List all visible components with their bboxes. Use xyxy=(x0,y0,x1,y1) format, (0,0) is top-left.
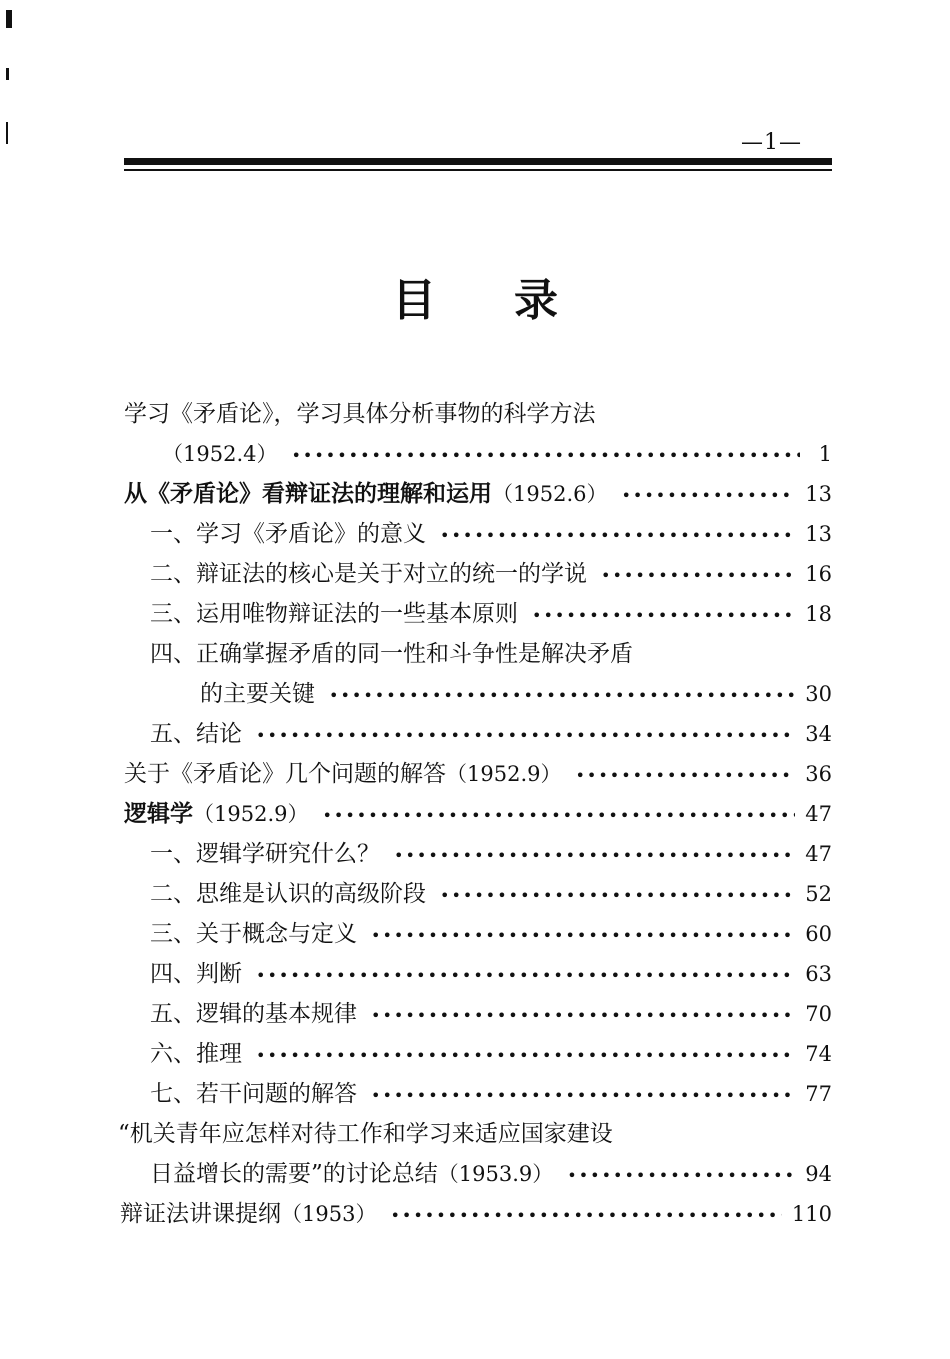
toc-entry-title: 日益增长的需要”的讨论总结 xyxy=(150,1161,438,1187)
toc-entry-page: 1 xyxy=(818,442,832,466)
toc-entry-title: 六、推理 xyxy=(150,1041,242,1067)
toc-entry-page: 60 xyxy=(805,922,832,946)
toc-entry-title: 三、运用唯物辩证法的一些基本原则 xyxy=(150,601,518,627)
toc-subentry[interactable] xyxy=(150,1034,832,1074)
leader-dots xyxy=(440,516,795,556)
toc-entry-title: 关于《矛盾论》几个问题的解答 xyxy=(124,761,446,787)
toc-entry-title: 一、逻辑学研究什么？ xyxy=(150,841,380,867)
toc-subentry[interactable] xyxy=(150,914,832,954)
toc-entry-page: 52 xyxy=(805,882,832,906)
leader-dots xyxy=(371,916,795,956)
toc-entry[interactable] xyxy=(124,474,832,514)
leader-dots xyxy=(256,716,795,756)
toc-entry-date: （1952.6） xyxy=(492,482,608,506)
toc-title: 目录 xyxy=(392,275,636,326)
leader-dots xyxy=(371,996,795,1036)
toc-entry[interactable] xyxy=(150,1154,832,1194)
toc-entry-page: 34 xyxy=(805,722,832,746)
toc-entry-title: 逻辑学 xyxy=(124,801,193,827)
leader-dots xyxy=(322,796,795,836)
leader-dots xyxy=(394,836,795,876)
header-rule-thin xyxy=(124,169,832,171)
toc-entry-page: 47 xyxy=(805,842,832,866)
toc-subentry[interactable] xyxy=(150,514,832,554)
toc-entry[interactable] xyxy=(124,754,832,794)
scan-artifact xyxy=(6,68,9,80)
toc-entry-title: 七、若干问题的解答 xyxy=(150,1081,357,1107)
toc-entry-page: 47 xyxy=(805,802,832,826)
toc-subentry[interactable] xyxy=(150,1074,832,1114)
toc-entry-title: 二、辩证法的核心是关于对立的统一的学说 xyxy=(150,561,587,587)
page-number: —1— xyxy=(741,130,802,155)
leader-dots xyxy=(621,476,795,516)
toc-entry[interactable] xyxy=(120,1194,832,1234)
toc-entry-date: （1953） xyxy=(281,1202,377,1226)
toc-entry-page: 13 xyxy=(805,482,832,506)
leader-dots xyxy=(575,756,795,796)
toc-entry-title: 四、正确掌握矛盾的同一性和斗争性是解决矛盾 xyxy=(150,641,633,667)
toc-entry-page: 63 xyxy=(805,962,832,986)
leader-dots xyxy=(256,1036,795,1076)
toc-entry[interactable] xyxy=(124,794,832,834)
toc-entry-title: 辩证法讲课提纲 xyxy=(120,1201,281,1227)
toc-entry-page: 36 xyxy=(805,762,832,786)
leader-dots xyxy=(256,956,795,996)
toc-subentry[interactable] xyxy=(150,554,832,594)
toc-entry-page: 30 xyxy=(805,682,832,706)
toc-entry-page: 70 xyxy=(805,1002,832,1026)
toc-subentry[interactable] xyxy=(150,714,832,754)
toc-entry-page: 94 xyxy=(805,1162,832,1186)
toc-entry-title: 从《矛盾论》看辩证法的理解和运用 xyxy=(124,481,492,507)
toc-entry-page: 18 xyxy=(805,602,832,626)
toc-entry[interactable] xyxy=(162,434,832,474)
toc-entry-page: 77 xyxy=(805,1082,832,1106)
toc-entry-title: 二、思维是认识的高级阶段 xyxy=(150,881,426,907)
toc-entry[interactable] xyxy=(124,394,596,434)
leader-dots xyxy=(601,556,795,596)
toc-entry-title: 学习《矛盾论》，学习具体分析事物的科学方法 xyxy=(124,401,596,427)
leader-dots xyxy=(371,1076,795,1116)
toc-entry-title: “机关青年应怎样对待工作和学习来适应国家建设 xyxy=(118,1121,613,1147)
toc-entry[interactable] xyxy=(118,1114,613,1154)
header-rule-thick xyxy=(124,158,832,165)
toc-entry-title: 四、判断 xyxy=(150,961,242,987)
toc-entry-title: 的主要关键 xyxy=(200,681,315,707)
toc-subentry[interactable] xyxy=(150,954,832,994)
toc-subentry[interactable] xyxy=(150,594,832,634)
toc-entry-date: （1953.9） xyxy=(437,1162,554,1186)
toc-subentry[interactable] xyxy=(150,634,633,674)
toc-subentry[interactable] xyxy=(200,674,832,714)
scan-artifact xyxy=(6,10,12,28)
leader-dots xyxy=(440,876,795,916)
toc-entry-page: 16 xyxy=(805,562,832,586)
leader-dots xyxy=(291,436,800,476)
leader-dots xyxy=(567,1156,795,1196)
toc-entry-date: （1952.4） xyxy=(162,442,278,466)
leader-dots xyxy=(532,596,795,636)
leader-dots xyxy=(329,676,795,716)
toc-entry-title: 三、关于概念与定义 xyxy=(150,921,357,947)
toc-entry-title: 一、学习《矛盾论》的意义 xyxy=(150,521,426,547)
leader-dots xyxy=(390,1196,781,1236)
toc-entry-page: 74 xyxy=(805,1042,832,1066)
toc-subentry[interactable] xyxy=(150,834,832,874)
toc-entry-page: 110 xyxy=(791,1202,832,1226)
toc-subentry[interactable] xyxy=(150,874,832,914)
toc-entry-date: （1952.9） xyxy=(446,762,562,786)
toc-entry-page: 13 xyxy=(805,522,832,546)
toc-entry-title: 五、逻辑的基本规律 xyxy=(150,1001,357,1027)
toc-entry-title: 五、结论 xyxy=(150,721,242,747)
toc-subentry[interactable] xyxy=(150,994,832,1034)
toc-entry-date: （1952.9） xyxy=(193,802,309,826)
scan-artifact xyxy=(6,122,8,144)
